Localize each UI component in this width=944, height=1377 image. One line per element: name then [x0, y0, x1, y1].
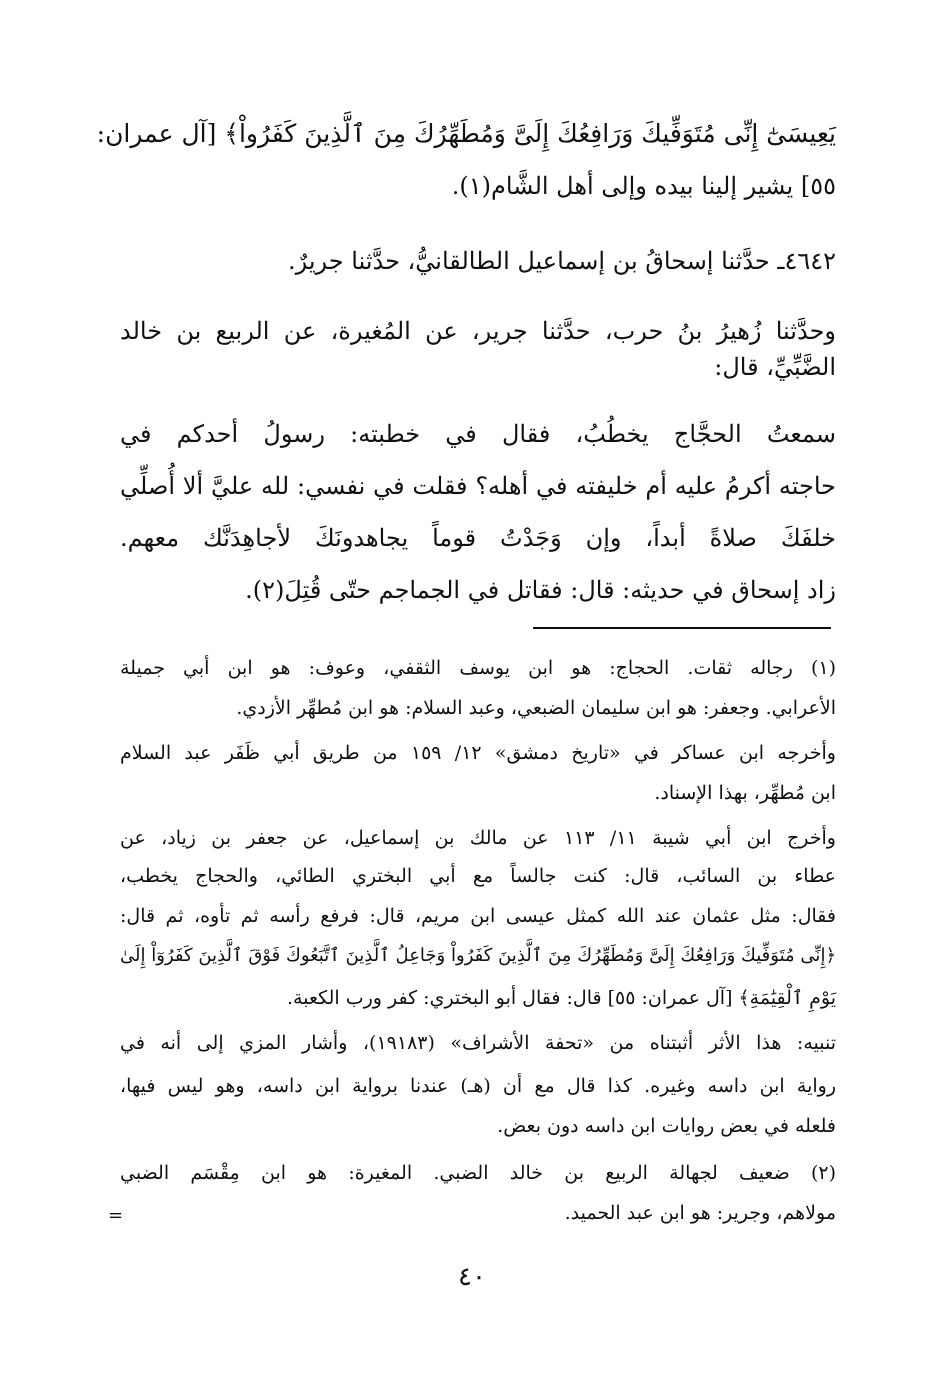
footnote-line: الأعرابي. وجعفر: هو ابن سليمان الضبعي، وعبد السلام: هو ابن مُطهِّر الأزدي.: [236, 697, 836, 719]
footnote-line: (١) رجاله ثقات. الحجاج: هو ابن يوسف الثقفي، وعوف: هو ابن أبي جميلة: [120, 657, 836, 679]
footnote-line: مولاهم، وجرير: هو ابن عبد الحميد.: [564, 1202, 836, 1224]
footnote-line: يَوْمِ ٱلْقِيَٰمَةِ﴾ [آل عمران: ٥٥] قال: فقال أبو البختري: كفر ورب الكعبة.: [286, 987, 836, 1009]
matn-line: سمعتُ الحجَّاج يخطُبُ، فقال في خطبته: رسولُ أحدكم في: [120, 420, 836, 448]
footnote-line: وأخرجه ابن عساكر في «تاريخ دمشق» ١٢/ ١٥٩ من طريق أبي ظَفَر عبد السلام: [120, 742, 836, 764]
matn-line: حاجته أكرمُ عليه أم خليفته في أهله؟ فقلت في نفسي: لله عليَّ ألا أُصلِّي: [120, 472, 836, 500]
footnote-line: فلعله في بعض روايات ابن داسه دون بعض.: [497, 1115, 836, 1137]
matn-line: زاد إسحاق في حديثه: قال: فقاتل في الجماجم حتّى قُتِلَ(٢).: [245, 576, 836, 604]
hadith-number-line: ٤٦٤٢ـ حدَّثنا إسحاقُ بن إسماعيل الطالقانيُّ، حدَّثنا جريرٌ.: [288, 247, 836, 275]
page-number: ٤٠: [458, 1262, 486, 1292]
quran-verse-line: يَعِيسَىٰٓ إِنِّى مُتَوَفِّيكَ وَرَافِعُكَ إِلَىَّ وَمُطَهِّرُكَ مِنَ ٱلَّذِينَ كَفَرُواْ﴾ [آل عمران:: [96, 119, 836, 148]
isnad-line: وحدَّثنا زُهيرُ بنُ حرب، حدَّثنا جرير، عن المُغيرة، عن الربيع بن خالد: [120, 317, 837, 345]
footnote-line: (٢) ضعيف لجهالة الربيع بن خالد الضبي. المغيرة: هو ابن مِقْسَم الضبي: [120, 1162, 836, 1184]
isnad-line: الضَّبِّيِّ، قال:: [714, 353, 836, 381]
footnote-quran-line: ﴿إِنِّى مُتَوَفِّيكَ وَرَافِعُكَ إِلَىَّ وَمُطَهِّرُكَ مِنَ ٱلَّذِينَ كَفَرُواْ وَجَاعِلُ ٱلَّذِينَ ٱتَّبَعُوكَ فَوْقَ ٱلَّذِينَ كَفَرُوٓاْ إِلَىٰ: [120, 945, 836, 966]
footnote-line: تنبيه: هذا الأثر أثبتناه من «تحفة الأشراف» (١٩١٨٣)، وأشار المزي إلى أنه في: [120, 1032, 836, 1054]
footnote-line: فقال: مثل عثمان عند الله كمثل عيسى ابن مريم، قال: فرفع رأسه ثم تأوه، ثم قال:: [120, 905, 836, 927]
continuation-mark: =: [108, 1205, 124, 1226]
matn-line: خلفَكَ صلاةً أبداً، وإن وَجَدْتُ قوماً يجاهدونَكَ لأجاهِدَنَّك معهم.: [120, 524, 836, 552]
footnote-line: رواية ابن داسه وغيره. كذا قال مع أن (هـ) عندنا برواية ابن داسه، وهو ليس فيها،: [120, 1075, 836, 1097]
footnote-line: وأخرج ابن أبي شيبة ١١/ ١١٣ عن مالك بن إسماعيل، عن جعفر بن زياد، عن: [120, 827, 836, 849]
footnotes: [96, 0, 836, 1240]
footnote-line: ابن مُطهِّر، بهذا الإسناد.: [654, 782, 836, 804]
text-line: ٥٥] يشير إلينا بيده وإلى أهل الشَّام(١).: [451, 172, 836, 200]
footnote-line: عطاء بن السائب، قال: كنت جالساً مع أبي البختري الطائي، والحجاج يخطب،: [120, 865, 836, 887]
